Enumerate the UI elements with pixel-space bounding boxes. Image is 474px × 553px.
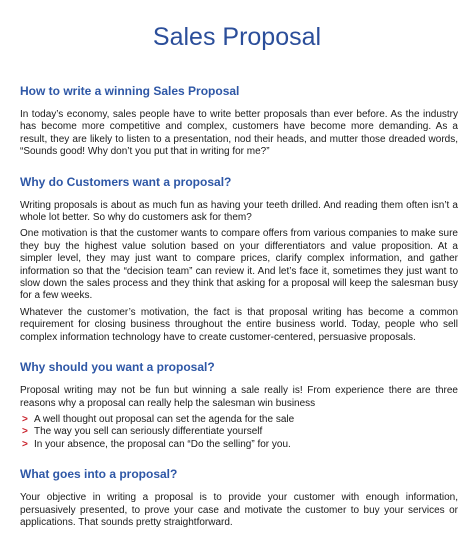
document-body [20, 84, 458, 530]
chevron-right-icon: > [22, 413, 28, 425]
list-item-text: In your absence, the proposal can “Do the selling” for you. [34, 438, 291, 450]
section-why-should-you [20, 360, 458, 451]
list-item [20, 426, 458, 439]
paragraph: Whatever the customer’s motivation, the fact is that proposal writing has become a common requirement for closing business throughout the entire business world. Today, people who sell complex information technology have to create customer-centered, persuasive proposals. [20, 306, 458, 343]
section-heading: How to write a winning Sales Proposal [20, 84, 240, 98]
section-heading: Why should you want a proposal? [20, 360, 215, 375]
list-item-text: A well thought out proposal can set the agenda for the sale [34, 413, 295, 425]
bullet-list [20, 414, 458, 452]
list-item [20, 439, 458, 452]
section-what-goes-into [20, 467, 458, 529]
paragraph: In today’s economy, sales people have to write better proposals than ever before. As the industry has become more competitive and complex, customers have become more demanding. As a result, they are likely to listen to a presentation, nod their heads, and mutter those dreaded words, “Sounds good! Why don’t you put that in writing for me?” [20, 109, 458, 158]
chevron-right-icon: > [22, 438, 28, 450]
section-heading: Why do Customers want a proposal? [20, 174, 232, 189]
paragraph: One motivation is that the customer wants to compare offers from various companies to make sure they buy the highest value solution based on your differentiators and value proposition. At a simpler level, they may just want to compare prices, clarify complex information, and gather information so that the “decision team” can review it. And let’s face it, sometimes they just want to slow down the sales process and they think that asking for a proposal will keep the salesman busy for a few weeks. [20, 228, 458, 302]
list-item-text: The way you sell can seriously differentiate yourself [34, 426, 263, 438]
chevron-right-icon: > [22, 426, 28, 438]
section-heading: What goes into a proposal? [20, 467, 178, 482]
paragraph: Writing proposals is about as much fun as having your teeth drilled. And reading them often isn’t a whole lot better. So why do customers ask for them? [20, 199, 458, 224]
section-why-customers [20, 175, 458, 344]
section-how-to-write [20, 84, 458, 159]
paragraph: Your objective in writing a proposal is to provide your customer with enough information, persuasively presented, to prove your case and motivate the customer to buy your services or applications. That sounds pretty straightforward. [20, 492, 458, 529]
page-title: Sales Proposal [152, 23, 322, 51]
list-item [20, 414, 458, 427]
paragraph: Proposal writing may not be fun but winning a sale really is! From experience there are three reasons why a proposal can really help the salesman win business [20, 385, 458, 409]
